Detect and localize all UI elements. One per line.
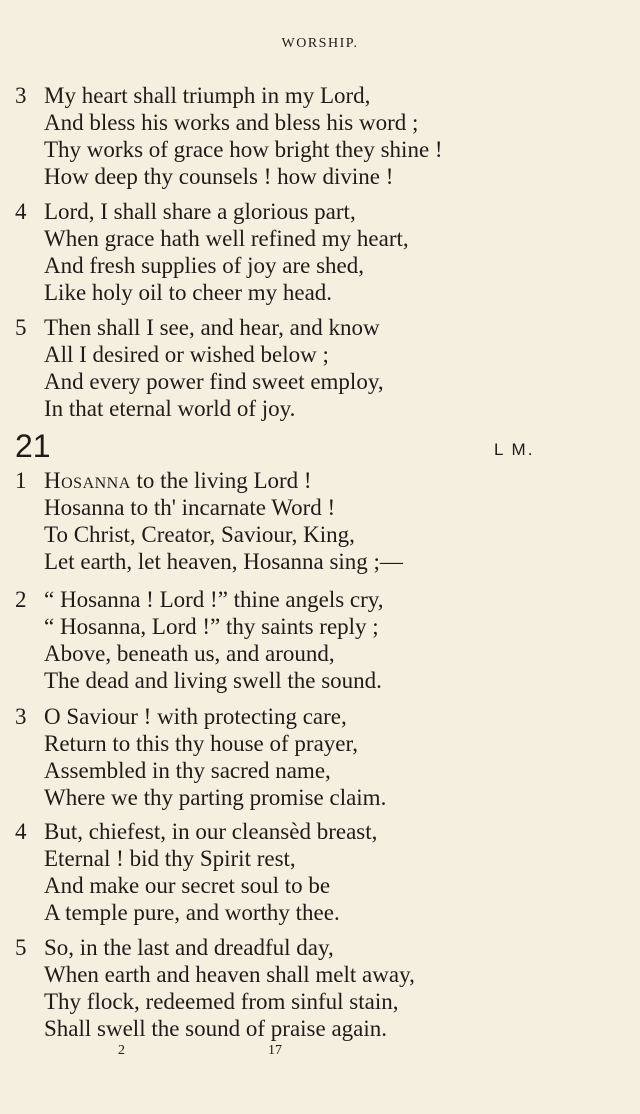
- running-head: WORSHIP.: [281, 36, 359, 51]
- verse-line: Thy flock, redeemed from sinful stain,: [44, 989, 399, 1014]
- verse-line: And bless his works and bless his word ;: [44, 110, 419, 135]
- verse-line: [44, 467, 312, 494]
- stanza-number: 3: [15, 704, 27, 729]
- verse-line: Shall swell the sound of praise again.: [44, 1016, 388, 1041]
- verse-line: And fresh supplies of joy are shed,: [44, 253, 365, 278]
- hymn-meter: L M.: [494, 440, 535, 459]
- page-number: 17: [268, 1043, 282, 1058]
- verse-line: And every power find sweet employ,: [44, 369, 384, 394]
- signature-mark: 2: [118, 1043, 125, 1058]
- verse-line: Hosanna to th' incarnate Word !: [44, 495, 336, 520]
- stanza-number: 1: [15, 468, 27, 493]
- verse-line: So, in the last and dreadful day,: [44, 935, 334, 960]
- verse-line: Like holy oil to cheer my head.: [44, 280, 333, 305]
- verse-line: All I desired or wished below ;: [44, 342, 329, 367]
- first-word: Hosanna: [44, 468, 131, 493]
- stanza-number: 3: [15, 83, 27, 108]
- verse-line: Return to this thy house of prayer,: [44, 731, 358, 756]
- verse-line: How deep thy counsels ! how divine !: [44, 164, 394, 189]
- verse-line: Where we thy parting promise claim.: [44, 785, 387, 810]
- stanza-number: 5: [15, 315, 27, 340]
- verse-line: Lord, I shall share a glorious part,: [44, 199, 356, 224]
- verse-line: O Saviour ! with protecting care,: [44, 704, 347, 729]
- verse-line: When grace hath well refined my heart,: [44, 226, 409, 251]
- verse-line: “ Hosanna ! Lord !” thine angels cry,: [44, 587, 384, 612]
- stanza-number: 4: [15, 819, 27, 844]
- verse-line: Then shall I see, and hear, and know: [44, 315, 380, 340]
- verse-line: My heart shall triumph in my Lord,: [44, 83, 371, 108]
- stanza-number: 4: [15, 199, 27, 224]
- verse-line: Above, beneath us, and around,: [44, 641, 335, 666]
- verse-line: Assembled in thy sacred name,: [44, 758, 331, 783]
- stanza-number: 2: [15, 587, 27, 612]
- verse-line: To Christ, Creator, Saviour, King,: [44, 522, 355, 547]
- stanza-number: 5: [15, 935, 27, 960]
- hymn-number: 21: [15, 428, 51, 464]
- verse-line: In that eternal world of joy.: [44, 396, 296, 421]
- verse-line: Let earth, let heaven, Hosanna sing ;—: [44, 549, 403, 574]
- verse-line: But, chiefest, in our cleansèd breast,: [44, 819, 378, 844]
- verse-line: “ Hosanna, Lord !” thy saints reply ;: [44, 614, 379, 639]
- verse-line: The dead and living swell the sound.: [44, 668, 382, 693]
- verse-line: Thy works of grace how bright they shine !: [44, 137, 443, 162]
- verse-line: A temple pure, and worthy thee.: [44, 900, 340, 925]
- verse-line-rest: to the living Lord !: [130, 468, 312, 493]
- verse-line: Eternal ! bid thy Spirit rest,: [44, 846, 296, 871]
- verse-line: And make our secret soul to be: [44, 873, 331, 898]
- verse-line: When earth and heaven shall melt away,: [44, 962, 415, 987]
